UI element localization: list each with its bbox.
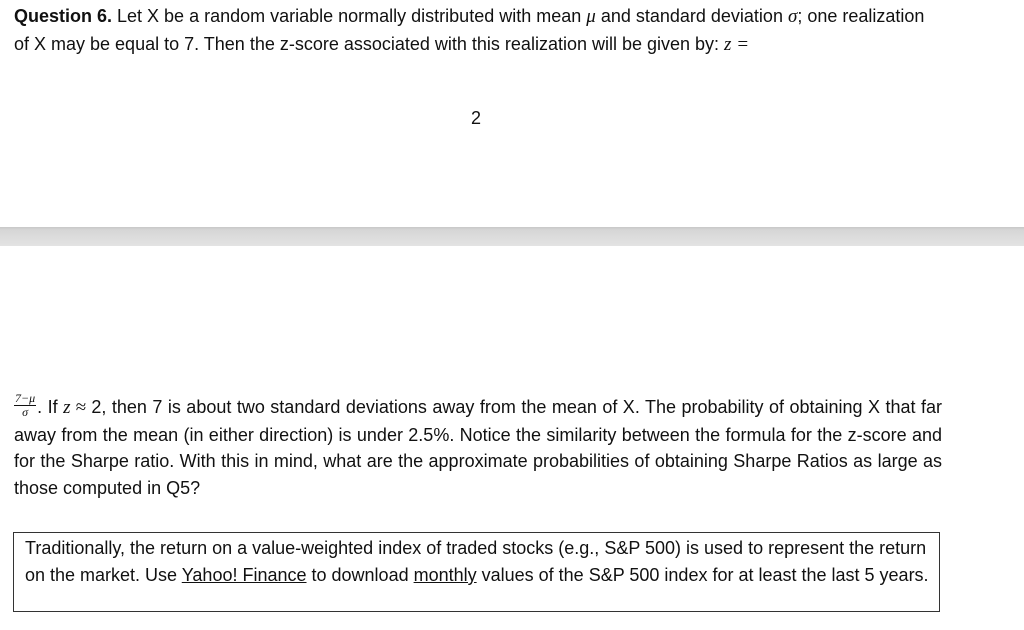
instruction-paragraph bbox=[14, 533, 939, 589]
box-text-3: values of the S&P 500 index for at least the last 5 years. bbox=[476, 565, 929, 585]
mu-symbol: μ bbox=[586, 6, 596, 27]
z-symbol: z bbox=[63, 397, 71, 418]
continuation-text-2: 2, then 7 is about two standard deviations away from the mean of X. The probability of obtaining X that far away from the mean (in either direction) is under 2.5%. Notice the similarity between the formula for the z-score and for the Sharpe ratio. With this in mind, what are the approximate probabilities of obtaining Sharpe Ratios as large as those computed in Q5? bbox=[14, 397, 942, 498]
question-label: Question 6. bbox=[14, 6, 113, 26]
question-text-3: ; one realization of X may be equal to 7. Then the z-score associated with this realization will be given by: bbox=[14, 6, 925, 54]
continuation-paragraph bbox=[14, 390, 942, 501]
answer-input[interactable]: 2 bbox=[471, 108, 482, 128]
yahoo-finance-link[interactable]: Yahoo! Finance bbox=[181, 565, 307, 585]
instruction-box bbox=[13, 532, 940, 612]
fraction-numerator: 7−μ bbox=[15, 390, 36, 405]
monthly-emphasis: monthly bbox=[413, 565, 477, 585]
approx-symbol: ≈ bbox=[70, 397, 92, 418]
box-text-1: Traditionally, the return on a value-weighted index of traded stocks (e.g., S&P 500) is used to represent the return on the market. Use bbox=[25, 538, 927, 585]
fraction-denominator: σ bbox=[22, 404, 29, 419]
page-divider bbox=[0, 227, 1024, 246]
sigma-symbol: σ bbox=[787, 6, 798, 27]
box-text-2: to download bbox=[306, 565, 414, 585]
question-paragraph bbox=[14, 3, 942, 58]
z-score-fraction bbox=[14, 392, 36, 419]
z-equals: z = bbox=[724, 33, 750, 55]
question-text-2: and standard deviation bbox=[595, 6, 788, 26]
continuation-text-1: . If bbox=[37, 397, 64, 417]
question-text-1: Let X be a random variable normally distributed with mean bbox=[112, 6, 587, 26]
